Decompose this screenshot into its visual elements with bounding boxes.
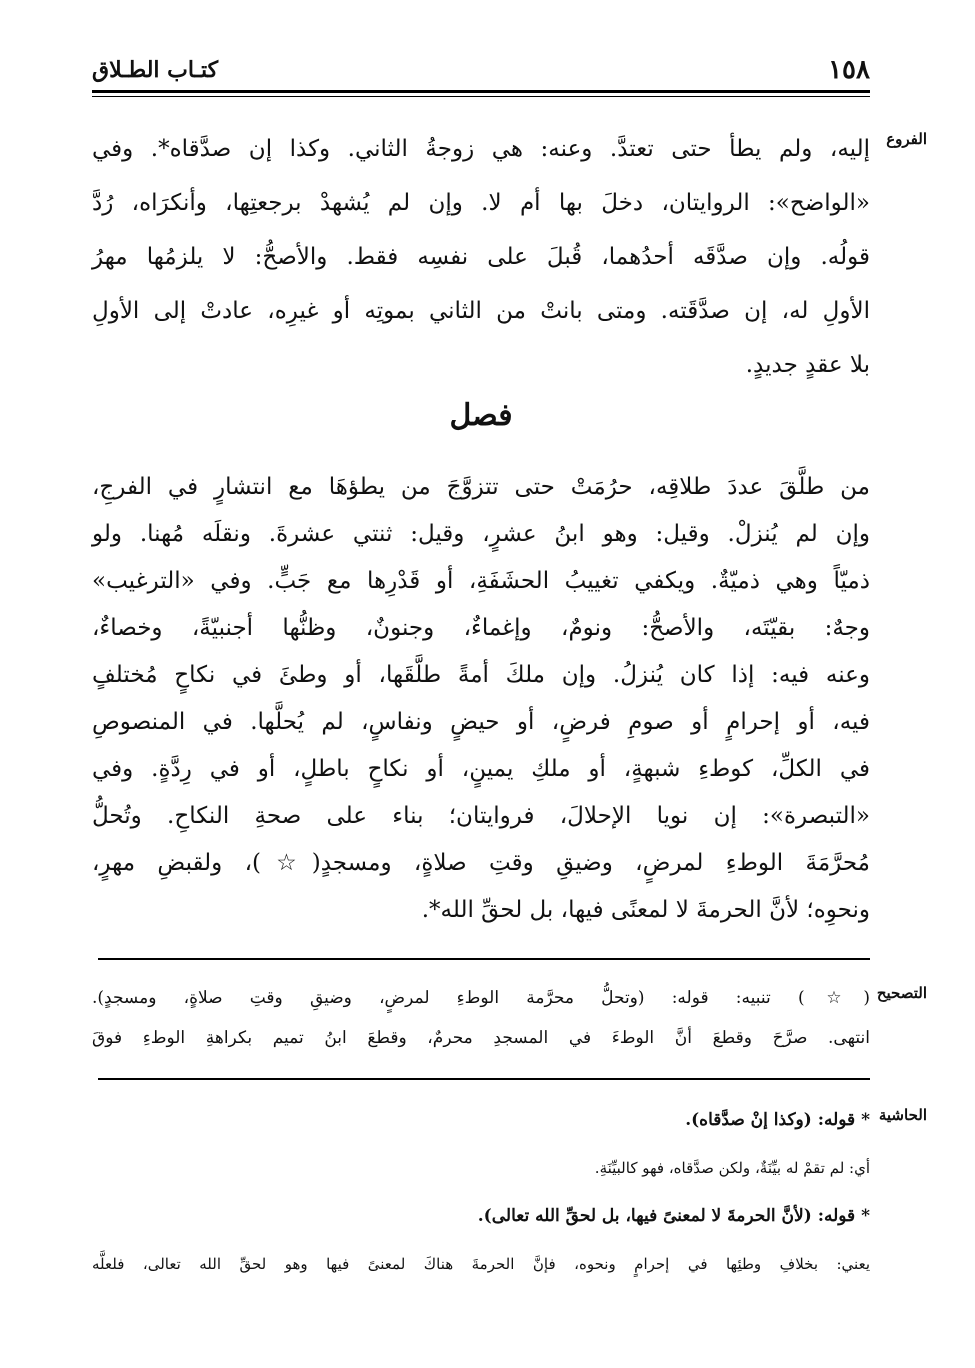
header-rule-thin bbox=[92, 96, 870, 97]
page-number: ١٥٨ bbox=[828, 55, 870, 85]
section-divider bbox=[98, 958, 870, 960]
text-line: بلا عقدٍ جديدٍ. bbox=[745, 352, 870, 378]
hashiya-note-text bbox=[92, 1152, 870, 1184]
tashih-paragraph bbox=[92, 978, 870, 1058]
hashiya-note-text bbox=[92, 1248, 870, 1280]
text-line: ونحوِه؛ لأنَّ الحرمةَ لا لمعنًى فيها، بل لحقِّ الله*. bbox=[421, 897, 870, 923]
header-rule bbox=[92, 90, 870, 93]
text-line: وعنه فيه: إذا كان يُنزلُ. وإن ملكَ أمةً طلَّقَها، أو وطئَ في نكاحٍ مُختلفٍ bbox=[92, 662, 870, 688]
text-line: في الكلِّ، كوطءِ شبهةٍ، أو ملكِ يمينٍ، أو نكاحٍ باطلٍ، أو في رِدَّةٍ. وفي bbox=[92, 756, 870, 782]
tashih-label: التصحيح bbox=[876, 984, 927, 1002]
text-line: أي: لم تقمْ له بيِّنَةٌ، ولكن صدَّقاه، فهو كالبيِّنَةِ. bbox=[594, 1159, 870, 1177]
text-line: الأولِ له، إن صدَّقَته. ومتى بانتْ من الثاني بموتِه أو غيرِه، عادتْ إلى الأولِ bbox=[92, 298, 870, 324]
text-line: انتهى. صرَّحَ وقطعَ أنَّ الوطءَ في المسجدِ محرمٌ، وقطعَ ابنُ تميم بكراهةِ الوطءِ فوقَ bbox=[92, 1028, 870, 1048]
text-line: مُحرَّمَةَ الوطءِ لمرضٍ، وضيقِ وقتِ صلاةٍ، ومسجدٍ(☆)، ولقبضِ مهرٍ، bbox=[92, 850, 870, 876]
furu-label: الفروع bbox=[886, 130, 927, 148]
running-header bbox=[92, 52, 870, 88]
text-line: قولُه. وإن صدَّقَه أحدُهما، قُبلَ على نفسِه فقط. والأصحُّ: لا يلزمُها مهرُ bbox=[92, 244, 870, 270]
text-line: فيه، أو إحرامٍ أو صومِ فرضٍ، أو حيضٍ ونفاسٍ، لم يُحلَّها. في المنصوصِ bbox=[92, 709, 870, 735]
text-line: * قوله: (وكذا إنْ صدَّقاه). bbox=[685, 1110, 870, 1130]
hashiya-note-title bbox=[92, 1200, 870, 1232]
hashiya-label: الحاشية bbox=[878, 1106, 927, 1124]
text-line: (☆) تنبيه: قوله: (وتحلُّ محرَّمة الوطءِ لمرضٍ، وضيقِ وقتِ صلاةٍ، ومسجدٍ). bbox=[92, 988, 870, 1008]
section-divider bbox=[98, 1078, 870, 1080]
text-line: «الواضح»: الروايتان، دخلَ بها أم لا. وإن لم يُشهدْ برجعتِها، وأنكرَاه، رُدَّ bbox=[92, 190, 870, 216]
text-line: وجهٌ: بقيّتَه، والأصحُّ: ونومٌ، وإغماءٌ، وجنونٌ، وظنُّها أجنبيّةً، وخصاءٌ، bbox=[92, 615, 870, 641]
text-line: وإن لم يُنزلْ. وقيل: وهو ابنُ عشرٍ، وقيل: ثنتي عشرةَ. ونقلَه مُهنا. ولو bbox=[92, 521, 870, 547]
text-line: إليه، ولم يطأ حتى تعتدَّ. وعنه: هي زوجةُ الثاني. وكذا إن صدَّقاه*. وفي bbox=[92, 136, 870, 162]
book-title: كتـاب الطـلاق bbox=[92, 57, 219, 83]
text-line: ذميّاً وهي ذميّةٌ. ويكفي تغييبُ الحشَفَةِ، أو قَدْرِها مع جَبٍّ. وفي «الترغيب» bbox=[92, 568, 870, 594]
hashiya-note-title bbox=[92, 1104, 870, 1136]
section-heading: فصل bbox=[449, 398, 513, 433]
furu-paragraph bbox=[92, 122, 870, 392]
text-line: * قوله: (لأنَّ الحرمةَ لا لمعنىً فيها، بل لحقِّ الله تعالى). bbox=[477, 1206, 870, 1226]
fasl-paragraph bbox=[92, 464, 870, 934]
text-line: يعني: بخلافِ وطئِها في إحرامٍ ونحوه، فإنَّ الحرمةَ هناكَ لمعنىً فيها وهو لحقِّ الله تعالى، فلعلَّه bbox=[92, 1255, 870, 1273]
text-line: «التبصرة»: إن نويا الإحلالَ، فروايتان؛ بناء على صحةِ النكاحِ. وتُحلُّ bbox=[92, 803, 870, 829]
text-line: من طلَّقَ عددَ طلاقِه، حرُمَتْ حتى تتزوَّجَ من يطؤهَا مع انتشارٍ في الفرجِ، bbox=[92, 474, 870, 500]
